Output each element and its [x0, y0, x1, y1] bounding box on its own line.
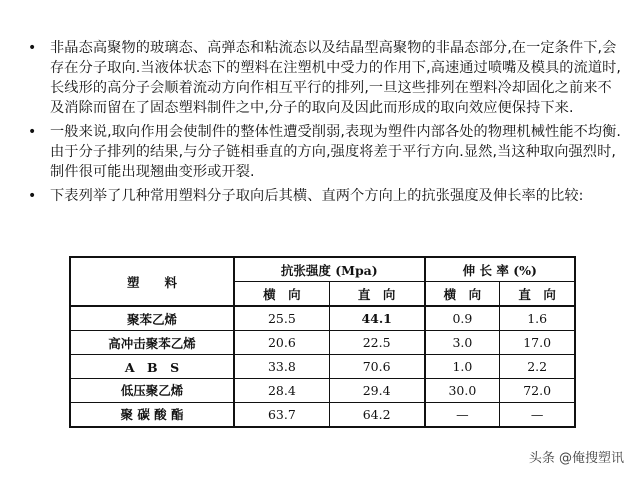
table-row: [70, 378, 575, 402]
bullet-list: [22, 38, 622, 210]
source-watermark: 头条 @俺搜塑讯: [528, 451, 624, 466]
elongation-longitudinal-value: 17.0: [500, 331, 575, 355]
subheader-strength-longitudinal: 直 向: [329, 282, 424, 307]
elongation-transverse-value: 3.0: [425, 331, 500, 355]
bullet-text: 非晶态高聚物的玻璃态、高弹态和粘流态以及结晶型高聚物的非晶态部分,在一定条件下,会存在分子取向.当液体状态下的塑料在注塑机中受力的作用下,高速通过喷嘴及模具的流道时,长线形的高分子会顺着流动方向作相互平行的排列,一旦这些排列在塑料冷却固化之前来不及消除而留在了固态塑料制件之中,分子的取向及因此而形成的取向效应便保持下来.: [50, 40, 622, 116]
strength-longitudinal-value: 64.2: [329, 402, 424, 427]
bullet-marker: •: [28, 124, 37, 140]
header-tensile-strength: 抗张强度 (Mpa): [234, 257, 425, 282]
subheader-elongation-longitudinal: 直 向: [500, 282, 575, 307]
elongation-transverse-value: 30.0: [425, 378, 500, 402]
elongation-transverse-value: 1.0: [425, 355, 500, 379]
strength-transverse-value: 28.4: [234, 378, 329, 402]
bullet-marker: •: [28, 40, 37, 56]
bullet-text: 一般来说,取向作用会使制件的整体性遭受削弱,表现为塑件内部各处的物理机械性能不均衡.由于分子排列的结果,与分子链相垂直的方向,强度将差于平行方向.显然,当这种取向强烈时,制件很可能出现翘曲变形或开裂.: [50, 124, 622, 180]
subheader-strength-transverse: 横 向: [234, 282, 329, 307]
elongation-longitudinal-value: —: [500, 402, 575, 427]
header-material: 塑 料: [70, 257, 234, 306]
strength-longitudinal-value: 70.6: [329, 355, 424, 379]
strength-transverse-value: 33.8: [234, 355, 329, 379]
comparison-table: [69, 256, 576, 428]
header-elongation: 伸 长 率 (%): [425, 257, 575, 282]
comparison-table-wrapper: [69, 256, 576, 428]
material-name: 高冲击聚苯乙烯: [70, 331, 234, 355]
bullet-text: 下表列举了几种常用塑料分子取向后其横、直两个方向上的抗张强度及伸长率的比较:: [50, 188, 584, 204]
strength-longitudinal-value: 44.1: [329, 306, 424, 331]
elongation-transverse-value: 0.9: [425, 306, 500, 331]
elongation-longitudinal-value: 1.6: [500, 306, 575, 331]
bullet-marker: •: [28, 188, 37, 204]
table-row: [70, 355, 575, 379]
strength-transverse-value: 20.6: [234, 331, 329, 355]
material-name: 聚 碳 酸 酯: [70, 402, 234, 427]
elongation-transverse-value: —: [425, 402, 500, 427]
table-row: [70, 331, 575, 355]
material-name: 聚苯乙烯: [70, 306, 234, 331]
subheader-elongation-transverse: 横 向: [425, 282, 500, 307]
table-header-row: [70, 257, 575, 282]
bullet-paragraph-3: [22, 186, 622, 206]
strength-transverse-value: 25.5: [234, 306, 329, 331]
elongation-longitudinal-value: 72.0: [500, 378, 575, 402]
strength-longitudinal-value: 29.4: [329, 378, 424, 402]
elongation-longitudinal-value: 2.2: [500, 355, 575, 379]
strength-transverse-value: 63.7: [234, 402, 329, 427]
material-name: 低压聚乙烯: [70, 378, 234, 402]
bullet-paragraph-1: [22, 38, 622, 118]
bullet-paragraph-2: [22, 122, 622, 182]
strength-longitudinal-value: 22.5: [329, 331, 424, 355]
table-row: [70, 402, 575, 427]
table-row: [70, 306, 575, 331]
material-name: A B S: [70, 355, 234, 379]
